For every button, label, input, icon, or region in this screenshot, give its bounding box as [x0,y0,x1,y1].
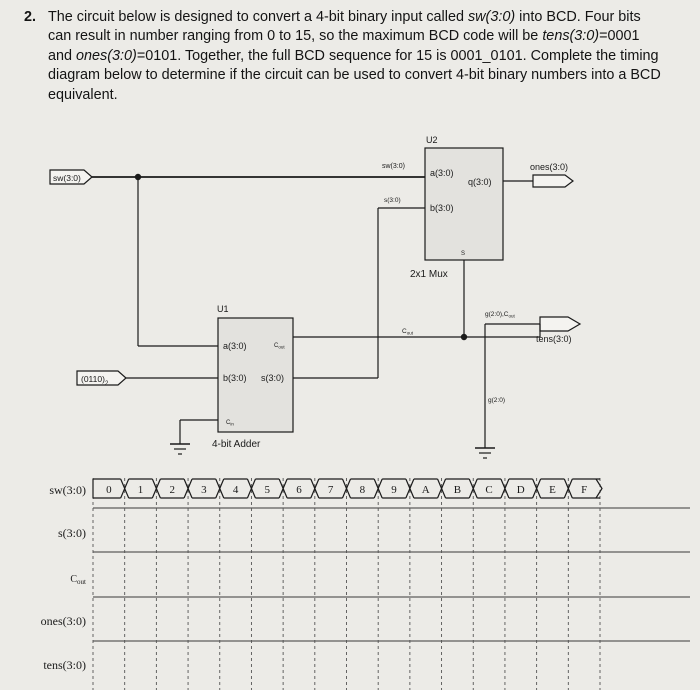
sw-value: 7 [327,484,334,496]
sw-value: C [485,484,493,496]
ones-port-label: ones(3:0) [530,162,569,172]
text-run: =0001 and [48,28,640,64]
mux-label: 2x1 Mux [410,269,448,280]
sw-port-label: sw(3:0) [53,173,81,183]
text-run: The circuit below is designed to convert a 4-bit binary input called [48,9,468,25]
mux-name: U2 [426,135,438,145]
text-run: =0101. Together, the full BCD sequence for 15 is 0001_0101. Complete the timing diagram below to determine if the circuit can be used to convert 4-bit binary numbers into a BCD equivalent. [48,47,661,103]
sw-value: 1 [137,484,144,496]
sw-value: D [516,484,525,496]
ones-output-port [533,175,573,187]
adder-pin-s: s(3:0) [261,373,285,383]
timing-signal-label: $C_{out}$ [70,574,86,586]
sw-value: 0 [106,484,112,496]
tens-bus-label: $g(2:0),C_{out}$ [485,311,515,319]
const-port-label: $(0110)_2$ [81,374,109,387]
g-wire-label: g(2:0) [488,397,505,404]
timing-signal-label: ones(3:0) [40,614,86,628]
mux-pin-s: S [461,251,466,257]
sw-value: A [421,484,430,496]
signal-name: sw(3:0) [467,9,516,25]
mux-wire-b-label: s(3:0) [384,197,401,204]
timing-diagram [41,478,690,690]
tens-output-port [540,317,580,331]
tens-port-label: tens(3:0) [536,334,572,344]
sw-value: 3 [201,484,207,496]
signal-name: tens(3:0) [542,28,600,45]
sw-value: 4 [232,484,239,496]
adder-pin-b: b(3:0) [223,373,247,383]
adder-pin-a: a(3:0) [223,341,247,351]
mux-pin-q: q(3:0) [468,177,492,187]
circuit-schematic [50,148,580,458]
sw-value: F [581,484,588,496]
sw-value: 5 [264,484,271,496]
signal-name: ones(3:0) [76,47,137,64]
sw-bus-end [596,479,602,498]
text-run: into BCD. Four bits can result in number ranging from 0 to 15, so the maximum BCD code will be [48,9,641,45]
adder-label: 4-bit Adder [212,439,261,450]
sw-value: 6 [296,484,302,496]
timing-signal-label: s(3:0) [58,526,86,540]
timing-signal-label: sw(3:0) [49,483,86,497]
ground-g [475,448,495,458]
sw-value: B [453,484,462,496]
mux-pin-b: b(3:0) [430,203,454,213]
mux-wire-a-label: sw(3:0) [382,163,405,170]
mux-pin-a: a(3:0) [430,168,454,178]
sw-value: 8 [359,484,366,496]
sw-value: 2 [169,484,175,496]
problem-number: 2. [24,9,37,25]
sw-value: E [549,484,556,496]
adder-pin-cin: $C_{in}$ [226,420,234,427]
sw-value: 9 [391,484,397,496]
adder-name: U1 [217,304,229,314]
adder-pin-cout: $C_{out}$ [274,343,285,350]
ground-cin [170,444,190,454]
timing-signal-label: tens(3:0) [43,658,86,672]
cout-wire-label: $C_{out}$ [402,328,413,336]
